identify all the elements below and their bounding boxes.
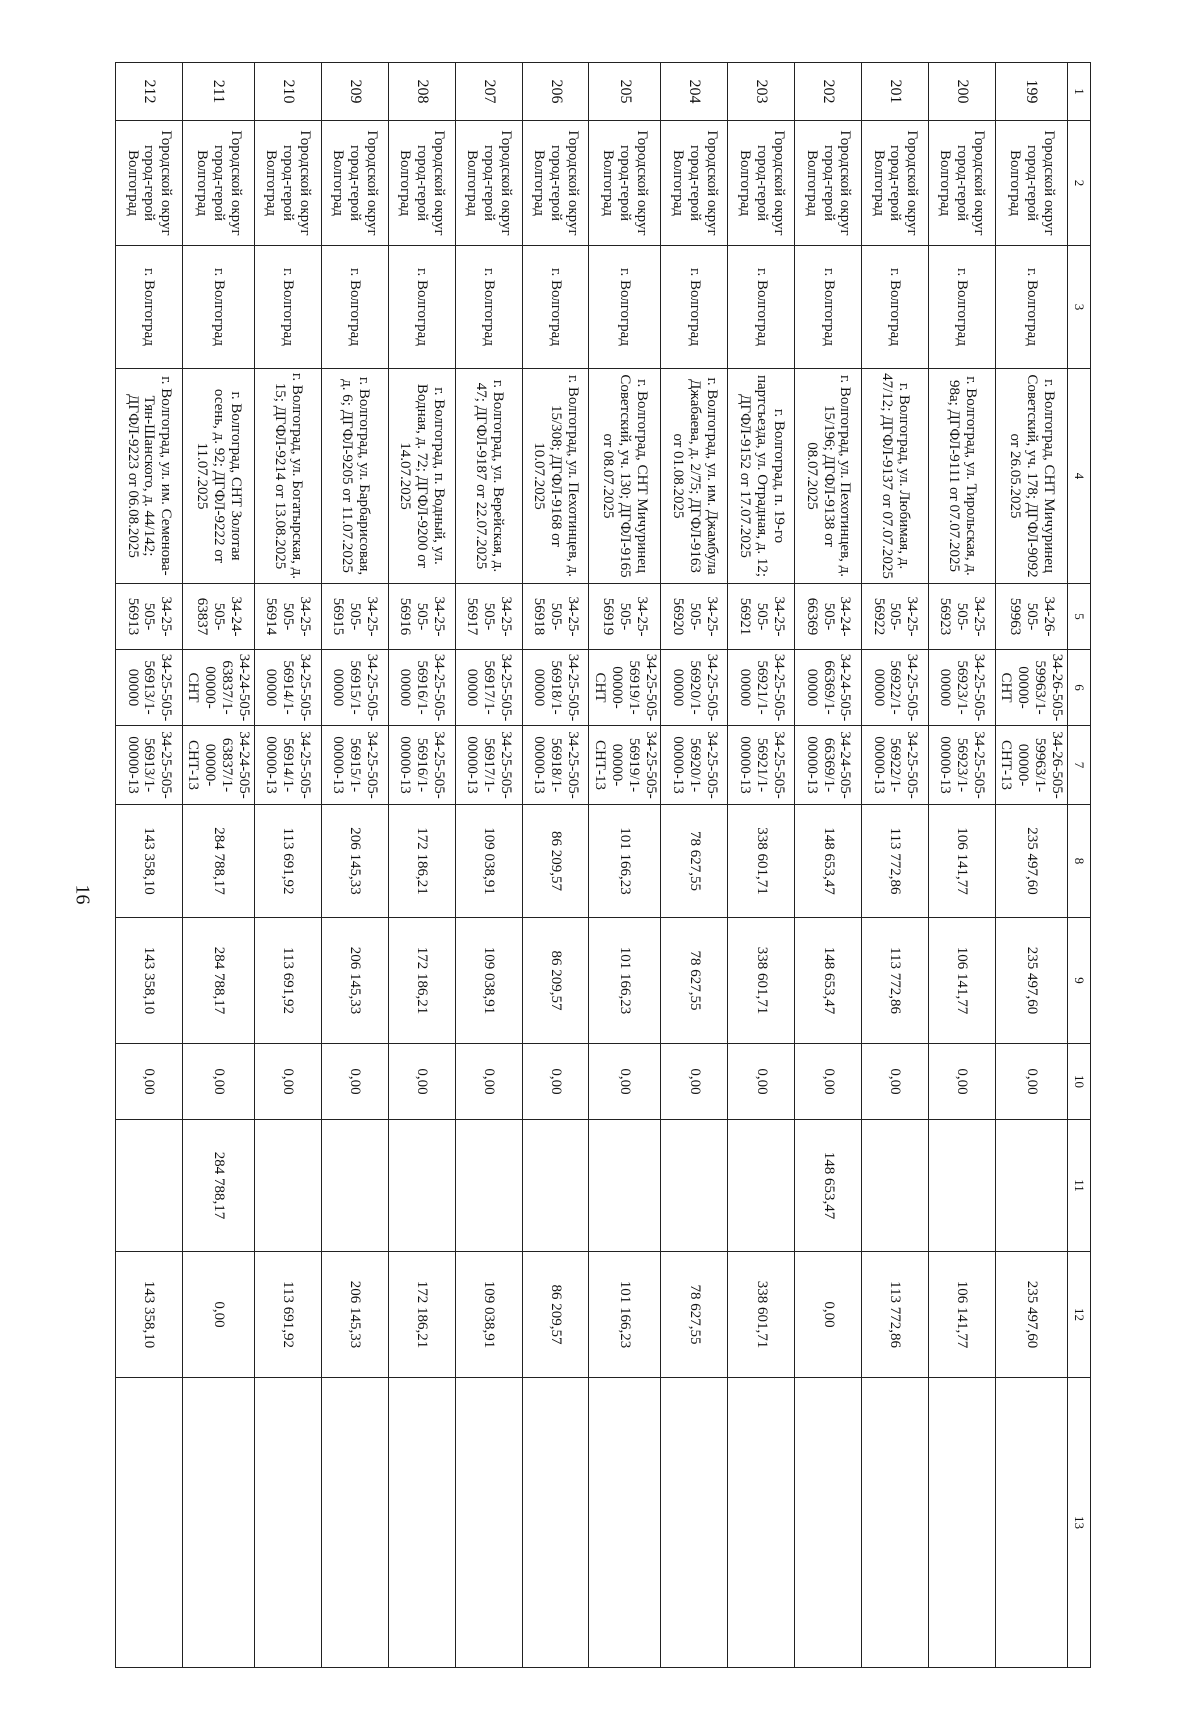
amount-cell: 0,00 (254, 1044, 321, 1120)
code-cell: 34-25-505-56922 (862, 584, 929, 650)
row-number-cell: 212 (116, 63, 183, 121)
amount-cell (589, 1120, 661, 1252)
code-cell: 34-25-505-56916 (388, 584, 455, 650)
row-number-cell: 199 (995, 63, 1067, 121)
settlement-cell: г. Волгоград (589, 246, 661, 369)
amount-cell: 109 038,91 (455, 918, 522, 1044)
code-cell: 34-25-505-56923 (928, 584, 995, 650)
amount-cell: 113 772,86 (862, 1252, 929, 1378)
code-cell: 34-25-505-56915 (321, 584, 388, 650)
address-cell: г. Волгоград, ул. Пехотинцев, д. 15/196; ДГФЛ-9138 от 08.07.2025 (795, 369, 862, 584)
table-row (388, 63, 455, 1668)
row-number-cell: 205 (589, 63, 661, 121)
settlement-cell: г. Волгоград (661, 246, 728, 369)
municipality-cell: Городской округ город-герой Волгоград (254, 121, 321, 246)
empty-cell (522, 1378, 589, 1668)
table-row (321, 63, 388, 1668)
code-cell: 34-25-505-56917 (455, 584, 522, 650)
empty-cell (388, 1378, 455, 1668)
amount-cell: 284 788,17 (183, 1120, 255, 1252)
amount-cell: 0,00 (795, 1252, 862, 1378)
code-cell: 34-25-505-56921/1-00000-13 (728, 726, 795, 805)
amount-cell: 143 358,10 (116, 1252, 183, 1378)
amount-cell (522, 1120, 589, 1252)
code-cell: 34-25-505-56913/1-00000-13 (116, 726, 183, 805)
amount-cell: 338 601,71 (728, 1252, 795, 1378)
code-cell: 34-25-505-56920 (661, 584, 728, 650)
code-cell: 34-25-505-56913 (116, 584, 183, 650)
empty-cell (728, 1378, 795, 1668)
column-number-header: 2 (1067, 121, 1090, 246)
municipality-cell: Городской округ город-герой Волгоград (522, 121, 589, 246)
amount-cell: 86 209,57 (522, 1252, 589, 1378)
table-row (254, 63, 321, 1668)
amount-cell: 101 166,23 (589, 1252, 661, 1378)
code-cell: 34-25-505-56914/1-00000-13 (254, 726, 321, 805)
table-row (116, 63, 183, 1668)
municipality-cell: Городской округ город-герой Волгоград (928, 121, 995, 246)
code-cell: 34-24-505-66369 (795, 584, 862, 650)
code-cell: 34-25-505-56919 (589, 584, 661, 650)
amount-cell: 0,00 (183, 1044, 255, 1120)
municipality-cell: Городской округ город-герой Волгоград (795, 121, 862, 246)
code-cell: 34-25-505-56922/1-00000-13 (862, 726, 929, 805)
amount-cell: 113 691,92 (254, 918, 321, 1044)
code-cell: 34-25-505-56921/1-00000 (728, 650, 795, 726)
empty-cell (795, 1378, 862, 1668)
code-cell: 34-25-505-56916/1-00000 (388, 650, 455, 726)
amount-cell (728, 1120, 795, 1252)
table-row (183, 63, 255, 1668)
amount-cell: 235 497,60 (995, 1252, 1067, 1378)
rotated-table-container (115, 62, 1091, 1667)
column-number-header: 5 (1067, 584, 1090, 650)
amount-cell: 106 141,77 (928, 918, 995, 1044)
settlement-cell: г. Волгоград (795, 246, 862, 369)
code-cell: 34-24-505-66369/1-00000-13 (795, 726, 862, 805)
column-number-header: 8 (1067, 805, 1090, 918)
settlement-cell: г. Волгоград (728, 246, 795, 369)
amount-cell: 206 145,33 (321, 1252, 388, 1378)
empty-cell (589, 1378, 661, 1668)
amount-cell: 0,00 (388, 1044, 455, 1120)
municipality-cell: Городской округ город-герой Волгоград (661, 121, 728, 246)
amount-cell: 0,00 (995, 1044, 1067, 1120)
address-cell: г. Волгоград, СНТ Мичуринец Советский, уч. 130; ДГФЛ-9165 от 08.07.2025 (589, 369, 661, 584)
amount-cell: 86 209,57 (522, 918, 589, 1044)
code-cell: 34-25-505-56915/1-00000-13 (321, 726, 388, 805)
address-cell: г. Волгоград, ул. Пехотинцев, д. 15/308; ДГФЛ-9168 от 10.07.2025 (522, 369, 589, 584)
amount-cell: 338 601,71 (728, 918, 795, 1044)
amount-cell (661, 1120, 728, 1252)
code-cell: 34-25-505-56914/1-00000 (254, 650, 321, 726)
column-number-header: 9 (1067, 918, 1090, 1044)
amount-cell: 109 038,91 (455, 805, 522, 918)
settlement-cell: г. Волгоград (254, 246, 321, 369)
column-number-header: 6 (1067, 650, 1090, 726)
amount-cell: 0,00 (728, 1044, 795, 1120)
empty-cell (321, 1378, 388, 1668)
code-cell: 34-25-505-56918 (522, 584, 589, 650)
empty-cell (116, 1378, 183, 1668)
address-cell: г. Волгоград, ул. Богатырская, д. 15; ДГФЛ-9214 от 13.08.2025 (254, 369, 321, 584)
municipality-cell: Городской округ город-герой Волгоград (116, 121, 183, 246)
table-row (728, 63, 795, 1668)
row-number-cell: 206 (522, 63, 589, 121)
municipality-cell: Городской округ город-герой Волгоград (995, 121, 1067, 246)
amount-cell (388, 1120, 455, 1252)
municipality-cell: Городской округ город-герой Волгоград (455, 121, 522, 246)
table-row (862, 63, 929, 1668)
address-cell: г. Волгоград, ул. Любимая, д. 47/12; ДГФЛ-9137 от 07.07.2025 (862, 369, 929, 584)
code-cell: 34-25-505-56914 (254, 584, 321, 650)
row-number-cell: 211 (183, 63, 255, 121)
amount-cell: 235 497,60 (995, 805, 1067, 918)
empty-cell (183, 1378, 255, 1668)
row-number-cell: 209 (321, 63, 388, 121)
amount-cell: 172 186,21 (388, 805, 455, 918)
row-number-cell: 203 (728, 63, 795, 121)
code-cell: 34-24-505-63837/1-00000-СНТ-13 (183, 726, 255, 805)
settlement-cell: г. Волгоград (455, 246, 522, 369)
code-cell: 34-25-505-56923/1-00000-13 (928, 726, 995, 805)
code-cell: 34-25-505-56916/1-00000-13 (388, 726, 455, 805)
amount-cell: 0,00 (321, 1044, 388, 1120)
column-number-header: 4 (1067, 369, 1090, 584)
address-cell: г. Волгоград, СНТ Мичуринец Советский, уч. 178; ДГФЛ-9092 от 26.05.2025 (995, 369, 1067, 584)
amount-cell: 284 788,17 (183, 918, 255, 1044)
amount-cell: 284 788,17 (183, 805, 255, 918)
address-cell: г. Волгоград, ул. им. Джамбула Джабаева, д. 2/75; ДГФЛ-9163 от 01.08.2025 (661, 369, 728, 584)
amount-cell (928, 1120, 995, 1252)
amount-cell: 235 497,60 (995, 918, 1067, 1044)
address-cell: г. Волгоград, ул. им. Семенова-Тян-Шанского, д. 44/142; ДГФЛ-9223 от 06.08.2025 (116, 369, 183, 584)
column-number-header: 11 (1067, 1120, 1090, 1252)
code-cell: 34-25-505-56919/1-00000-СНТ-13 (589, 726, 661, 805)
settlement-cell: г. Волгоград (321, 246, 388, 369)
amount-cell: 0,00 (116, 1044, 183, 1120)
amount-cell: 101 166,23 (589, 918, 661, 1044)
amount-cell: 0,00 (862, 1044, 929, 1120)
table-row (795, 63, 862, 1668)
amount-cell: 101 166,23 (589, 805, 661, 918)
amount-cell: 113 691,92 (254, 805, 321, 918)
column-number-header: 1 (1067, 63, 1090, 121)
code-cell: 34-26-505-59963/1-00000-СНТ-13 (995, 726, 1067, 805)
data-table (115, 62, 1091, 1668)
settlement-cell: г. Волгоград (995, 246, 1067, 369)
amount-cell: 206 145,33 (321, 918, 388, 1044)
row-number-cell: 202 (795, 63, 862, 121)
amount-cell: 0,00 (661, 1044, 728, 1120)
page-number: 16 (71, 884, 94, 905)
code-cell: 34-25-505-56917/1-00000-13 (455, 726, 522, 805)
column-number-header: 3 (1067, 246, 1090, 369)
municipality-cell: Городской округ город-герой Волгоград (862, 121, 929, 246)
amount-cell: 206 145,33 (321, 805, 388, 918)
address-cell: г. Волгоград, ул. Верейская, д. 47; ДГФЛ-9187 от 22.07.2025 (455, 369, 522, 584)
municipality-cell: Городской округ город-герой Волгоград (728, 121, 795, 246)
amount-cell: 113 772,86 (862, 918, 929, 1044)
row-number-cell: 201 (862, 63, 929, 121)
table-row (928, 63, 995, 1668)
amount-cell: 0,00 (589, 1044, 661, 1120)
row-number-cell: 204 (661, 63, 728, 121)
table-row (661, 63, 728, 1668)
amount-cell (321, 1120, 388, 1252)
amount-cell: 143 358,10 (116, 918, 183, 1044)
amount-cell: 143 358,10 (116, 805, 183, 918)
amount-cell: 148 653,47 (795, 805, 862, 918)
table-row (995, 63, 1067, 1668)
code-cell: 34-25-505-56919/1-00000-СНТ (589, 650, 661, 726)
amount-cell: 0,00 (795, 1044, 862, 1120)
row-number-cell: 210 (254, 63, 321, 121)
table-row (455, 63, 522, 1668)
code-cell: 34-24-505-66369/1-00000 (795, 650, 862, 726)
settlement-cell: г. Волгоград (388, 246, 455, 369)
code-cell: 34-25-505-56918/1-00000-13 (522, 726, 589, 805)
row-number-cell: 208 (388, 63, 455, 121)
settlement-cell: г. Волгоград (116, 246, 183, 369)
row-number-cell: 200 (928, 63, 995, 121)
empty-cell (254, 1378, 321, 1668)
amount-cell (995, 1120, 1067, 1252)
code-cell: 34-25-505-56915/1-00000 (321, 650, 388, 726)
code-cell: 34-25-505-56920/1-00000 (661, 650, 728, 726)
empty-cell (862, 1378, 929, 1668)
amount-cell (455, 1120, 522, 1252)
code-cell: 34-25-505-56917/1-00000 (455, 650, 522, 726)
empty-cell (455, 1378, 522, 1668)
amount-cell: 0,00 (928, 1044, 995, 1120)
code-cell: 34-25-505-56920/1-00000-13 (661, 726, 728, 805)
code-cell: 34-25-505-56918/1-00000 (522, 650, 589, 726)
code-cell: 34-25-505-56921 (728, 584, 795, 650)
table-row (522, 63, 589, 1668)
code-cell: 34-24-505-63837 (183, 584, 255, 650)
municipality-cell: Городской округ город-герой Волгоград (183, 121, 255, 246)
settlement-cell: г. Волгоград (183, 246, 255, 369)
settlement-cell: г. Волгоград (928, 246, 995, 369)
amount-cell (862, 1120, 929, 1252)
address-cell: г. Волгоград, п. Водный, ул. Водная, д. 72; ДГФЛ-9200 от 14.07.2025 (388, 369, 455, 584)
empty-cell (928, 1378, 995, 1668)
amount-cell: 0,00 (522, 1044, 589, 1120)
amount-cell: 78 627,55 (661, 918, 728, 1044)
amount-cell: 0,00 (183, 1252, 255, 1378)
amount-cell (116, 1120, 183, 1252)
address-cell: г. Волгоград, СНТ Золотая осень, д. 92; ДГФЛ-9222 от 11.07.2025 (183, 369, 255, 584)
code-cell: 34-26-505-59963/1-00000-СНТ (995, 650, 1067, 726)
amount-cell: 148 653,47 (795, 1120, 862, 1252)
amount-cell: 148 653,47 (795, 918, 862, 1044)
settlement-cell: г. Волгоград (522, 246, 589, 369)
amount-cell: 0,00 (455, 1044, 522, 1120)
column-number-header: 13 (1067, 1378, 1090, 1668)
amount-cell: 113 691,92 (254, 1252, 321, 1378)
empty-cell (661, 1378, 728, 1668)
municipality-cell: Городской округ город-герой Волгоград (321, 121, 388, 246)
header-row (1067, 63, 1090, 1668)
code-cell: 34-25-505-56913/1-00000 (116, 650, 183, 726)
amount-cell: 113 772,86 (862, 805, 929, 918)
empty-cell (995, 1378, 1067, 1668)
municipality-cell: Городской округ город-герой Волгоград (589, 121, 661, 246)
amount-cell: 172 186,21 (388, 1252, 455, 1378)
amount-cell: 78 627,55 (661, 1252, 728, 1378)
amount-cell (254, 1120, 321, 1252)
code-cell: 34-25-505-56923/1-00000 (928, 650, 995, 726)
row-number-cell: 207 (455, 63, 522, 121)
settlement-cell: г. Волгоград (862, 246, 929, 369)
municipality-cell: Городской округ город-герой Волгоград (388, 121, 455, 246)
code-cell: 34-26-505-59963 (995, 584, 1067, 650)
column-number-header: 7 (1067, 726, 1090, 805)
code-cell: 34-24-505-63837/1-00000-СНТ (183, 650, 255, 726)
code-cell: 34-25-505-56922/1-00000 (862, 650, 929, 726)
amount-cell: 109 038,91 (455, 1252, 522, 1378)
amount-cell: 106 141,77 (928, 805, 995, 918)
address-cell: г. Волгоград, ул. Тирольская, д. 98а; ДГФЛ-9111 от 07.07.2025 (928, 369, 995, 584)
column-number-header: 10 (1067, 1044, 1090, 1120)
table-row (589, 63, 661, 1668)
amount-cell: 338 601,71 (728, 805, 795, 918)
amount-cell: 86 209,57 (522, 805, 589, 918)
amount-cell: 106 141,77 (928, 1252, 995, 1378)
address-cell: г. Волгоград, п. 19-го партсъезда, ул. Отрадная, д. 12; ДГФЛ-9152 от 17.07.2025 (728, 369, 795, 584)
amount-cell: 172 186,21 (388, 918, 455, 1044)
address-cell: г. Волгоград, ул. Барбарисовая, д. 6; ДГФЛ-9205 от 11.07.2025 (321, 369, 388, 584)
column-number-header: 12 (1067, 1252, 1090, 1378)
amount-cell: 78 627,55 (661, 805, 728, 918)
